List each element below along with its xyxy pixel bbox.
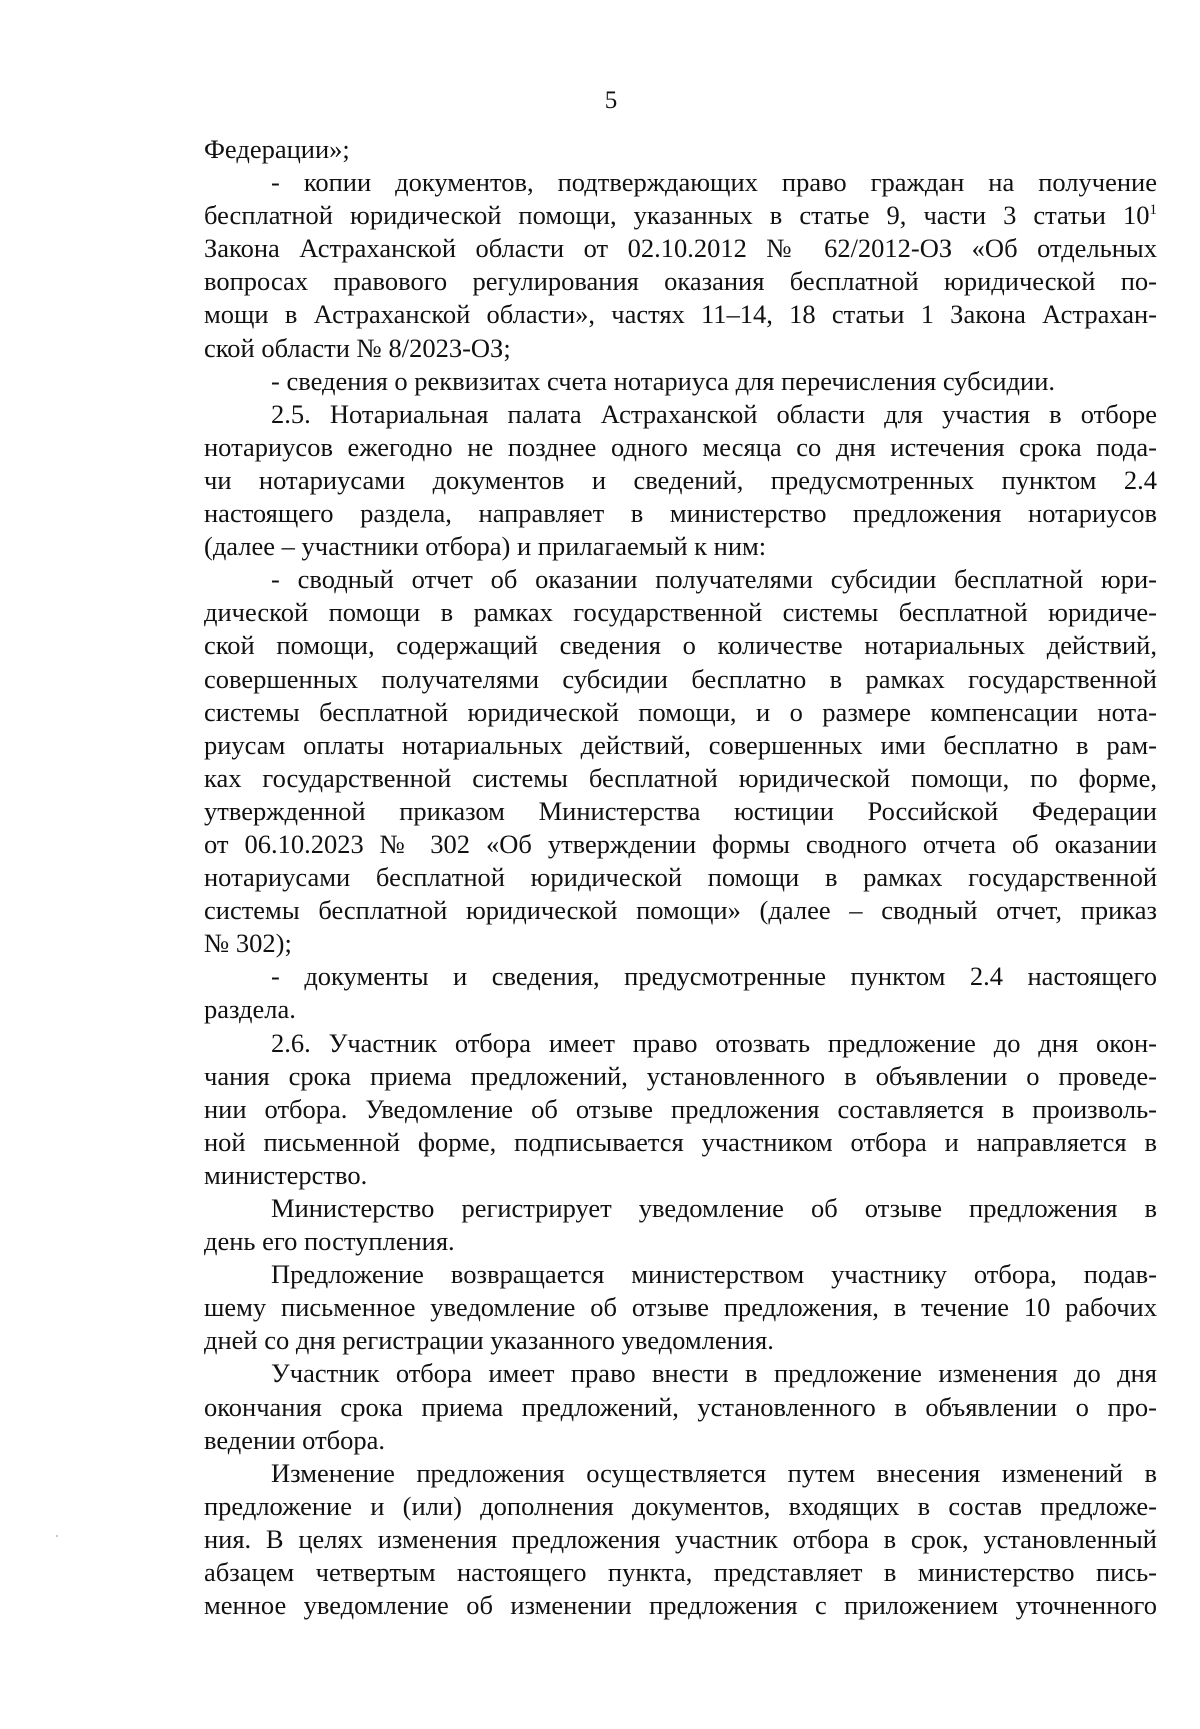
text-line xyxy=(204,1324,1157,1357)
text-line xyxy=(204,332,1157,365)
text-line-content: чи нотариусами документов и сведений, предусмотренных пунктом 2.4 xyxy=(204,464,1157,495)
text-line xyxy=(204,166,1157,199)
text-line-content: (далее – участники отбора) и прилагаемый к ним: xyxy=(204,531,767,562)
text-line xyxy=(204,497,1157,530)
text-line-content: нотариусами бесплатной юридической помощи в рамках государственной xyxy=(204,862,1157,893)
text-line-content: нотариусов ежегодно не позднее одного месяца со дня истечения срока пода- xyxy=(204,431,1157,462)
text-line xyxy=(204,1027,1157,1060)
text-line xyxy=(204,1424,1157,1457)
text-line xyxy=(204,464,1157,497)
text-line xyxy=(204,1556,1157,1589)
text-line xyxy=(204,232,1157,265)
text-line-content: ках государственной системы бесплатной юридической помощи, по форме, xyxy=(204,762,1157,793)
text-line xyxy=(204,993,1157,1026)
text-line-content: день его поступления. xyxy=(204,1226,455,1257)
text-line xyxy=(204,894,1157,927)
text-line xyxy=(204,795,1157,828)
text-line xyxy=(204,1093,1157,1126)
text-line-content: № 302); xyxy=(204,928,292,959)
text-line xyxy=(204,663,1157,696)
text-line xyxy=(204,828,1157,861)
text-line xyxy=(204,1391,1157,1424)
text-line-content: дической помощи в рамках государственной системы бесплатной юридиче- xyxy=(204,597,1157,628)
text-line-content: Участник отбора имеет право внести в предложение изменения до дня xyxy=(271,1358,1157,1389)
text-line xyxy=(204,1457,1157,1490)
text-line xyxy=(204,1523,1157,1556)
document-body xyxy=(204,133,1157,1622)
text-line-content: ской помощи, содержащий сведения о количестве нотариальных действий, xyxy=(204,630,1157,661)
text-line xyxy=(204,133,1157,166)
text-line-content: министерство. xyxy=(204,1159,368,1190)
text-line xyxy=(204,530,1157,563)
text-line-content: утвержденной приказом Министерства юстиции Российской Федерации xyxy=(204,795,1157,826)
text-line-content: раздела. xyxy=(204,994,296,1025)
text-line-content: вопросах правового регулирования оказания бесплатной юридической по- xyxy=(204,266,1157,297)
text-line xyxy=(204,563,1157,596)
text-line-content: шему письменное уведомление об отзыве предложения, в течение 10 рабочих xyxy=(204,1292,1157,1323)
text-line-content: менное уведомление об изменении предложения с приложением уточненного xyxy=(204,1590,1157,1621)
superscript: 1 xyxy=(1149,202,1157,219)
text-line-content: Министерство регистрирует уведомление об отзыве предложения в xyxy=(271,1193,1157,1223)
text-line-content: бесплатной юридической помощи, указанных в статье 9, части 3 статьи 10 xyxy=(204,200,1150,231)
text-line xyxy=(204,1225,1157,1258)
text-line xyxy=(204,1357,1157,1390)
text-line xyxy=(204,596,1157,629)
text-line xyxy=(204,629,1157,662)
text-line-content: ной письменной форме, подписывается участником отбора и направляется в xyxy=(204,1126,1157,1157)
text-line-content: чания срока приема предложений, установленного в объявлении о проведе- xyxy=(204,1060,1157,1091)
text-line xyxy=(204,199,1157,232)
text-line-content: ведении отбора. xyxy=(204,1424,386,1455)
text-line-content: Изменение предложения осуществляется путем внесения изменений в xyxy=(271,1457,1157,1488)
text-line xyxy=(204,762,1157,795)
text-line-content: риусам оплаты нотариальных действий, совершенных ими бесплатно в рам- xyxy=(204,729,1157,760)
text-line-content: окончания срока приема предложений, установленного в объявлении о про- xyxy=(204,1391,1157,1422)
text-line-content: от 06.10.2023 № 302 «Об утверждении формы сводного отчета об оказании xyxy=(204,828,1157,859)
text-line xyxy=(204,696,1157,729)
text-line xyxy=(204,298,1157,331)
text-line xyxy=(204,729,1157,762)
text-line-content: мощи в Астраханской области», частях 11–14, 18 статьи 1 Закона Астрахан- xyxy=(204,299,1157,330)
text-line xyxy=(204,1291,1157,1324)
text-line xyxy=(204,365,1157,398)
text-line xyxy=(204,1126,1157,1159)
text-line xyxy=(204,960,1157,993)
text-line-content: нии отбора. Уведомление об отзыве предложения составляется в произволь- xyxy=(204,1093,1157,1124)
text-line-content: ской области № 8/2023-ОЗ; xyxy=(204,332,511,363)
text-line-content: совершенных получателями субсидии бесплатно в рамках государственной xyxy=(204,663,1157,694)
text-line-content: - копии документов, подтверждающих право граждан на получение xyxy=(271,167,1157,198)
text-line-content: предложение и (или) дополнения документов, входящих в состав предложе- xyxy=(204,1490,1157,1521)
text-line xyxy=(204,1192,1157,1225)
text-line-content: настоящего раздела, направляет в министерство предложения нотариусов xyxy=(204,498,1157,529)
text-line-content: ния. В целях изменения предложения участник отбора в срок, установленный xyxy=(204,1523,1157,1554)
text-line xyxy=(204,398,1157,431)
text-line xyxy=(204,861,1157,894)
text-line-content: системы бесплатной юридической помощи» (далее – сводный отчет, приказ xyxy=(204,895,1157,926)
text-line-content: Федерации»; xyxy=(204,134,350,164)
text-line-content: - сведения о реквизитах счета нотариуса для перечисления субсидии. xyxy=(271,365,1056,396)
text-line-content: Предложение возвращается министерством участнику отбора, подав- xyxy=(271,1259,1157,1290)
text-line xyxy=(204,1490,1157,1523)
text-line-content: 2.6. Участник отбора имеет право отозвать предложение до дня окон- xyxy=(271,1027,1157,1058)
text-line-content: - сводный отчет об оказании получателями субсидии бесплатной юри- xyxy=(271,564,1157,595)
text-line-content: дней со дня регистрации указанного уведомления. xyxy=(204,1325,774,1356)
text-line xyxy=(204,265,1157,298)
text-line xyxy=(204,1589,1157,1622)
text-line-content: Закона Астраханской области от 02.10.2012 № 62/2012-ОЗ «Об отдельных xyxy=(204,233,1157,264)
text-line xyxy=(204,1258,1157,1291)
text-line-content: абзацем четвертым настоящего пункта, представляет в министерство пись- xyxy=(204,1557,1157,1588)
text-line xyxy=(204,927,1157,960)
text-line-content: 2.5. Нотариальная палата Астраханской области для участия в отборе xyxy=(271,398,1157,429)
scan-speck xyxy=(56,1535,58,1537)
text-line-content: - документы и сведения, предусмотренные пунктом 2.4 настоящего xyxy=(271,961,1157,992)
page-number: 5 xyxy=(604,87,618,114)
text-line xyxy=(204,1060,1157,1093)
text-line xyxy=(204,1159,1157,1192)
text-line xyxy=(204,431,1157,464)
text-line-content: системы бесплатной юридической помощи, и о размере компенсации нота- xyxy=(204,696,1157,727)
